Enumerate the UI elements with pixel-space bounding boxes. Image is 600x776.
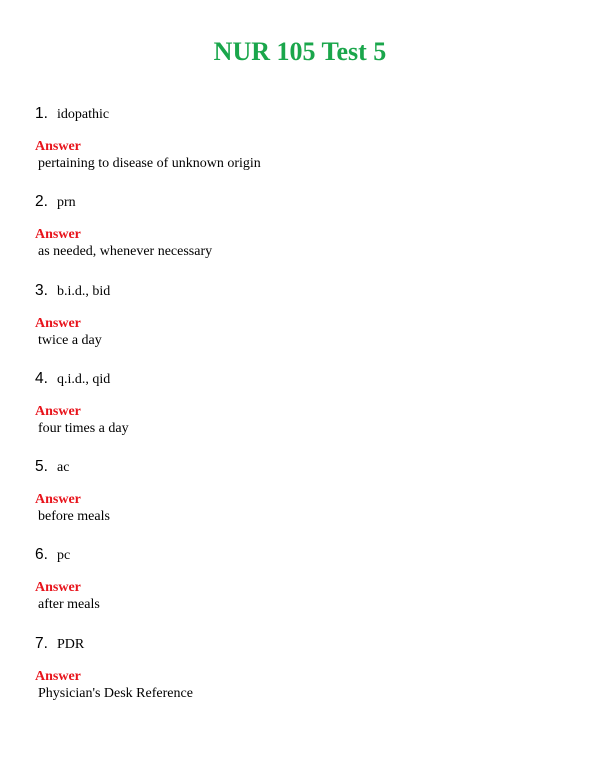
question-item xyxy=(35,457,575,545)
question-list xyxy=(35,104,575,722)
answer-text: as needed, whenever necessary xyxy=(38,244,213,260)
answer-text: twice a day xyxy=(38,332,102,348)
question-item xyxy=(35,192,575,280)
answer-label: Answer xyxy=(35,139,81,154)
answer-text: Physician's Desk Reference xyxy=(38,685,193,701)
question-number: 3. xyxy=(35,281,48,299)
question-number: 1. xyxy=(35,105,48,122)
question-term: idopathic xyxy=(57,107,110,122)
question-term: q.i.d., qid xyxy=(57,371,111,387)
question-term: PDR xyxy=(57,636,85,652)
question-row xyxy=(35,192,575,212)
question-term: ac xyxy=(57,460,70,476)
answer-label: Answer xyxy=(35,227,81,243)
answer-label: Answer xyxy=(35,315,81,331)
answer-text: pertaining to disease of unknown origin xyxy=(38,156,261,171)
question-row xyxy=(35,104,575,124)
question-item xyxy=(35,634,575,722)
question-number: 2. xyxy=(35,193,48,211)
question-term: b.i.d., bid xyxy=(57,283,111,299)
question-row xyxy=(35,369,575,389)
answer-label: Answer xyxy=(35,668,81,684)
question-row xyxy=(35,634,575,654)
page-title: NUR 105 Test 5 xyxy=(213,37,387,66)
question-item xyxy=(35,369,575,457)
question-row xyxy=(35,545,575,565)
question-item xyxy=(35,281,575,369)
answer-label: Answer xyxy=(35,580,81,596)
question-number: 4. xyxy=(35,369,48,387)
question-term: pc xyxy=(57,548,71,564)
answer-label: Answer xyxy=(35,492,81,508)
question-term: prn xyxy=(57,195,76,211)
question-number: 7. xyxy=(35,634,48,652)
answer-label: Answer xyxy=(35,403,81,419)
question-row xyxy=(35,457,575,477)
question-number: 6. xyxy=(35,546,48,564)
answer-text: after meals xyxy=(38,597,100,613)
question-number: 5. xyxy=(35,458,48,476)
question-item xyxy=(35,545,575,633)
question-row xyxy=(35,281,575,301)
answer-text: before meals xyxy=(38,509,110,525)
question-item xyxy=(35,104,575,192)
answer-text: four times a day xyxy=(38,420,129,436)
